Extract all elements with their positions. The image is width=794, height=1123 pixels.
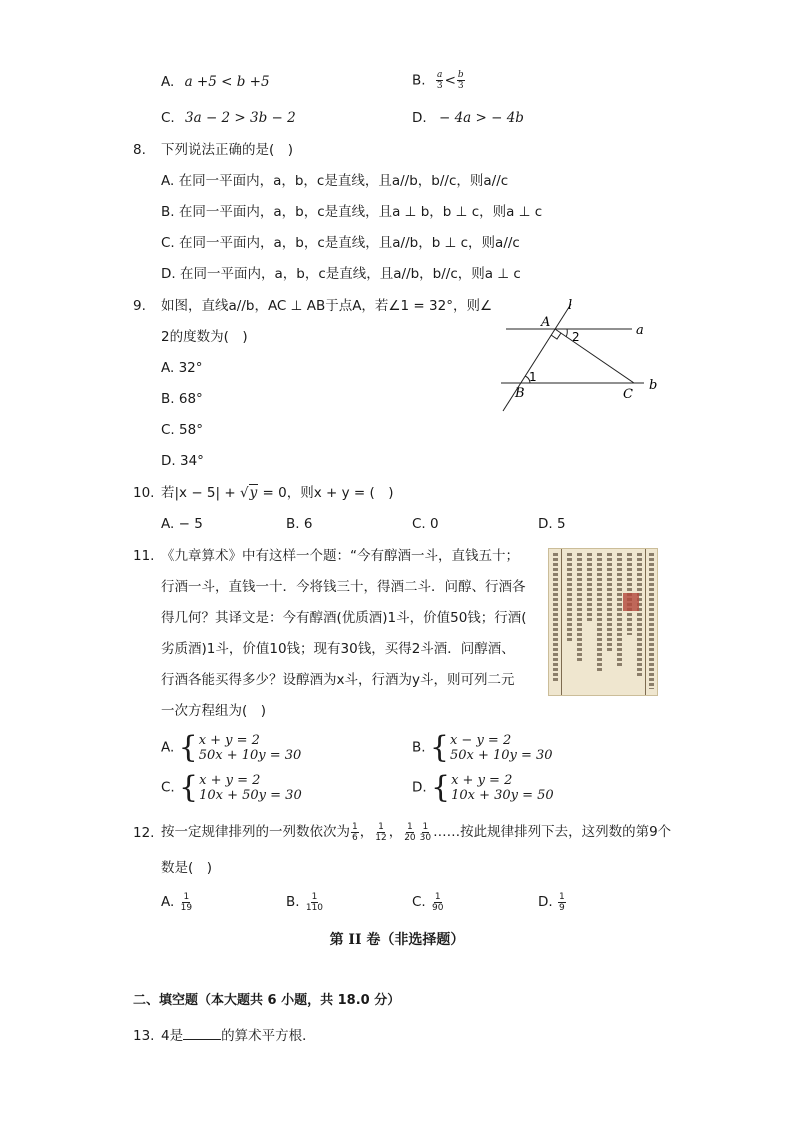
part-2-title: 第 II 卷（非选择题） bbox=[329, 932, 465, 948]
option-label: B. bbox=[286, 516, 300, 532]
denominator: 30 bbox=[419, 832, 432, 843]
q7-option-a bbox=[161, 73, 270, 91]
q9-number: 9. bbox=[133, 298, 146, 314]
option-fraction bbox=[431, 892, 444, 913]
sqrt-radicand: y bbox=[249, 485, 258, 501]
stem-text: 若|x − 5| + bbox=[161, 485, 240, 501]
denominator: 3 bbox=[436, 81, 443, 91]
equation-system: { x − y = 2 50x + 10y = 30 bbox=[429, 730, 553, 765]
option-label: D. bbox=[538, 516, 553, 532]
q12-option-c bbox=[412, 890, 445, 914]
fraction-b-over-3 bbox=[457, 70, 465, 91]
option-text: 68° bbox=[178, 391, 203, 407]
option-text: 在同一平面内，a，b，c是直线，且a//b，b//c，则a//c bbox=[178, 173, 509, 189]
option-text: 0 bbox=[430, 516, 439, 532]
option-text: 32° bbox=[178, 360, 203, 376]
q9-option-d bbox=[161, 452, 204, 470]
sequence-fraction bbox=[419, 822, 432, 843]
q11-option-b bbox=[412, 730, 553, 765]
q9-figure bbox=[496, 296, 666, 416]
q8-option-a bbox=[161, 172, 508, 190]
label-B: B bbox=[515, 386, 525, 401]
segment-ac bbox=[555, 329, 634, 383]
ancient-book-image bbox=[548, 548, 658, 696]
option-label: C. bbox=[412, 516, 426, 532]
numerator: b bbox=[457, 70, 464, 80]
equation: x − y = 2 bbox=[449, 733, 512, 748]
option-label: B. bbox=[412, 739, 426, 756]
option-text: 在同一平面内，a，b，c是直线，且a//b，b//c，则a ⊥ c bbox=[179, 266, 521, 282]
option-label: D. bbox=[161, 453, 176, 469]
q8-option-c bbox=[161, 234, 520, 252]
label-b: b bbox=[649, 378, 658, 393]
sequence-fraction bbox=[351, 822, 359, 843]
equation-system: { x + y = 2 10x + 30y = 50 bbox=[430, 770, 554, 805]
option-text: 58° bbox=[179, 422, 203, 438]
equation-system: { x + y = 2 10x + 50y = 30 bbox=[179, 770, 302, 805]
q12-stem-line2: 数是( ) bbox=[161, 860, 213, 876]
numerator: 1 bbox=[378, 821, 384, 832]
q11-option-a bbox=[161, 730, 302, 765]
option-label: A. bbox=[161, 74, 175, 90]
answer-blank[interactable] bbox=[183, 1027, 221, 1040]
numerator: 1 bbox=[311, 891, 318, 902]
numerator: 1 bbox=[422, 821, 429, 832]
q7-option-d bbox=[412, 109, 524, 127]
denominator: 110 bbox=[305, 902, 324, 913]
q11-line-5: 行酒各能买得多少？设醇酒为x斗，行酒为y斗，则可列二元 bbox=[161, 672, 515, 688]
q12-option-d bbox=[538, 890, 567, 914]
sequence-fraction bbox=[374, 822, 387, 843]
q8-option-b bbox=[161, 203, 542, 221]
option-text: 在同一平面内，a，b，c是直线，且a//b，b ⊥ c，则a//c bbox=[179, 235, 520, 251]
q11-line-4: 劣质酒)1斗，价值10钱；现有30钱，买得2斗酒．问醇酒、 bbox=[161, 641, 515, 657]
option-text: 34° bbox=[179, 453, 204, 469]
equation-system: { x + y = 2 50x + 10y = 30 bbox=[178, 730, 302, 765]
option-fraction bbox=[305, 892, 324, 913]
q9-stem-line2: 2的度数为( ) bbox=[161, 329, 248, 345]
q8-number: 8. bbox=[133, 142, 146, 158]
q12-option-a bbox=[161, 890, 194, 914]
q10-option-c bbox=[412, 515, 439, 533]
q8-stem: 下列说法正确的是( ) bbox=[161, 142, 294, 158]
equation: x + y = 2 bbox=[451, 773, 513, 788]
q11-option-c bbox=[161, 770, 302, 805]
option-text: 在同一平面内，a，b，c是直线，且a ⊥ b，b ⊥ c，则a ⊥ c bbox=[178, 204, 543, 220]
denominator: 90 bbox=[432, 902, 444, 913]
label-angle-1: 1 bbox=[529, 370, 537, 384]
option-label: B. bbox=[161, 204, 175, 220]
option-label: C. bbox=[161, 422, 175, 438]
equation: x + y = 2 bbox=[198, 733, 260, 748]
angle-2-arc bbox=[566, 329, 567, 337]
denominator: 6 bbox=[352, 832, 358, 843]
denominator: 3 bbox=[457, 81, 464, 91]
line-l bbox=[503, 304, 571, 411]
equation: 10x + 50y = 30 bbox=[199, 788, 302, 803]
q8-option-d bbox=[161, 265, 521, 283]
numerator: 1 bbox=[558, 891, 565, 902]
q10-option-a bbox=[161, 515, 203, 533]
q10-option-b bbox=[286, 515, 312, 533]
q10-option-d bbox=[538, 515, 566, 533]
q9-stem-line1: 如图，直线a//b，AC ⊥ AB于点A，若∠1 = 32°，则∠ bbox=[161, 298, 493, 314]
q13-number: 13. bbox=[133, 1028, 155, 1044]
operator: < bbox=[444, 72, 456, 89]
fraction-a-over-3 bbox=[436, 70, 444, 91]
option-label: C. bbox=[161, 235, 175, 251]
sequence-fraction bbox=[403, 822, 416, 843]
numerator: 1 bbox=[183, 891, 190, 902]
q10-stem bbox=[161, 484, 394, 502]
q12-number: 12. bbox=[133, 825, 155, 841]
option-label: B. bbox=[412, 72, 426, 89]
stem-text: 按一定规律排列的一列数依次为 bbox=[161, 824, 350, 840]
option-label: C. bbox=[412, 894, 426, 910]
equation: x + y = 2 bbox=[199, 773, 261, 788]
q7-option-c bbox=[161, 109, 296, 127]
option-label: D. bbox=[161, 266, 176, 282]
label-a: a bbox=[636, 323, 644, 338]
option-label: A. bbox=[161, 360, 175, 376]
option-label: D. bbox=[538, 894, 553, 910]
label-angle-2: 2 bbox=[572, 330, 580, 344]
sqrt-symbol: √ bbox=[239, 485, 249, 501]
option-fraction bbox=[558, 892, 566, 913]
q12-stem-line1 bbox=[161, 820, 671, 844]
q13-stem bbox=[161, 1027, 316, 1045]
numerator: 1 bbox=[434, 891, 441, 902]
stem-text: = 0，则x + y = ( ) bbox=[258, 485, 394, 501]
q11-line-6: 一次方程组为( ) bbox=[161, 703, 267, 719]
option-label: B. bbox=[161, 391, 175, 407]
option-label: A. bbox=[161, 894, 175, 910]
option-label: C. bbox=[161, 779, 175, 796]
denominator: 9 bbox=[558, 902, 565, 913]
q9-option-c bbox=[161, 421, 203, 439]
numerator: a bbox=[437, 70, 443, 80]
option-label: A. bbox=[161, 739, 175, 756]
option-label: A. bbox=[161, 173, 175, 189]
q10-number: 10. bbox=[133, 485, 155, 501]
q9-option-b bbox=[161, 390, 203, 408]
q12-option-b bbox=[286, 890, 325, 914]
option-label: C. bbox=[161, 110, 175, 126]
label-l: l bbox=[568, 298, 573, 313]
label-A: A bbox=[541, 315, 551, 330]
option-text: 6 bbox=[303, 516, 313, 532]
stem-text: 4是 bbox=[161, 1028, 184, 1044]
option-label: A. bbox=[161, 516, 175, 532]
denominator: 12 bbox=[375, 832, 387, 843]
numerator: 1 bbox=[352, 821, 358, 832]
q11-line-2: 行酒一斗，直钱一十．今将钱三十，得酒二斗．问醇、行酒各 bbox=[161, 579, 526, 595]
option-label: D. bbox=[412, 110, 427, 126]
denominator: 19 bbox=[180, 902, 193, 913]
stem-text: 的算术平方根． bbox=[221, 1028, 316, 1044]
separator: ， bbox=[359, 824, 374, 840]
equation: 50x + 10y = 30 bbox=[449, 748, 553, 763]
equation: 50x + 10y = 30 bbox=[198, 748, 302, 763]
numerator: 1 bbox=[407, 821, 413, 832]
option-fraction bbox=[180, 892, 193, 913]
option-label: D. bbox=[412, 779, 427, 796]
option-text: 5 bbox=[556, 516, 566, 532]
equation: 10x + 30y = 50 bbox=[451, 788, 554, 803]
option-text: − 4a > − 4b bbox=[438, 110, 524, 126]
option-text: − 5 bbox=[178, 516, 203, 532]
q7-option-b bbox=[412, 70, 466, 91]
q11-number: 11. bbox=[133, 548, 155, 564]
section-2-heading: 二、填空题（本大题共 6 小题，共 18.0 分） bbox=[133, 993, 401, 1008]
denominator: 20 bbox=[404, 832, 416, 843]
q11-line-3: 得几何？其译文是：今有醇酒(优质酒)1斗，价值50钱；行酒( bbox=[161, 610, 527, 626]
stem-text: ……按此规律排列下去，这列数的第9个 bbox=[433, 824, 672, 840]
q11-option-d bbox=[412, 770, 554, 805]
separator: ， bbox=[388, 824, 403, 840]
option-label: B. bbox=[286, 894, 300, 910]
q9-option-a bbox=[161, 359, 203, 377]
seal-stamp bbox=[623, 593, 639, 611]
option-text: 3a − 2 > 3b − 2 bbox=[185, 110, 296, 126]
q11-line-1: 《九章算术》中有这样一个题：“今有醇酒一斗，直钱五十； bbox=[161, 548, 519, 564]
label-C: C bbox=[623, 387, 633, 402]
option-text: a +5 < b +5 bbox=[184, 74, 270, 90]
